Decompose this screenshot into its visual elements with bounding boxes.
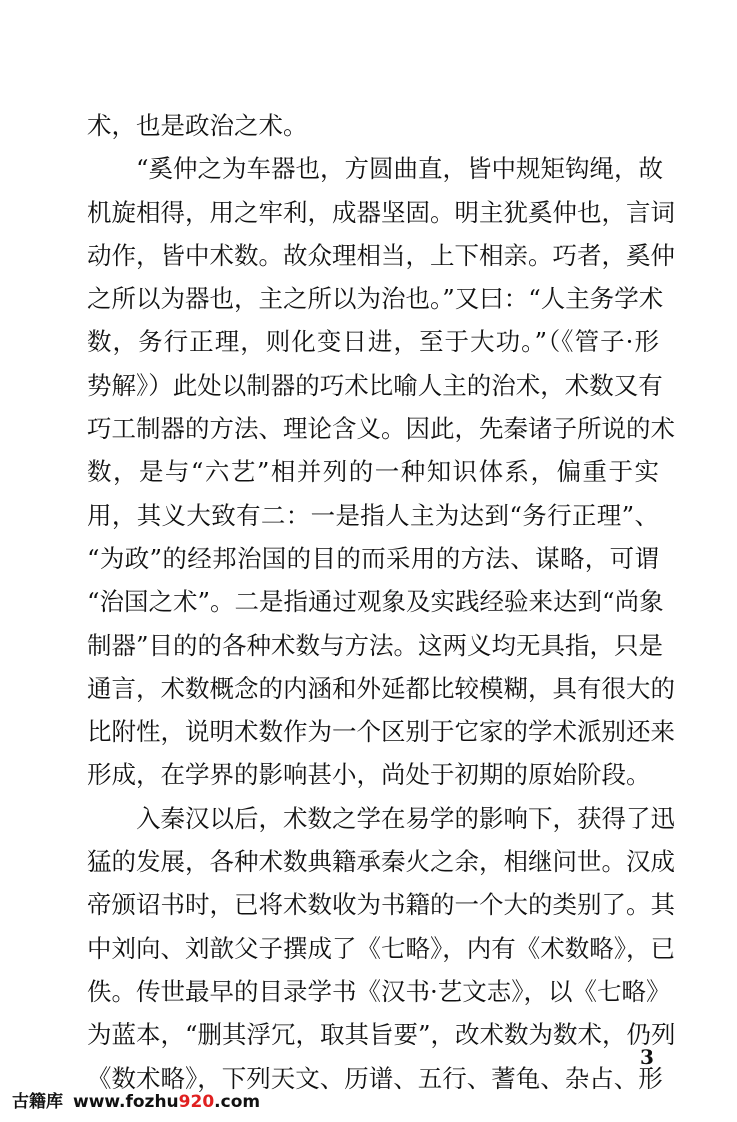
text-line-12: “治国之术”。二是指通过观象及实践经验来达到“尚象 xyxy=(87,587,664,617)
text-line-22: 为蓝本，“删其浮冗，取其旨要”，改术数为数术，仍列 xyxy=(87,1020,676,1050)
text-line-5: 之所以为器也，主之所以为治也。”又曰：“人主务学术 xyxy=(87,284,664,314)
watermark-site-prefix: www.fozhu xyxy=(73,1092,179,1112)
page-body xyxy=(87,104,676,1100)
text-line-2: “奚仲之为车器也，方圆曲直，皆中规矩钩绳，故 xyxy=(136,154,664,184)
page-number: 3 xyxy=(640,1045,654,1069)
watermark-site-accent: 920 xyxy=(178,1092,215,1112)
text-line-1: 术，也是政治之术。 xyxy=(87,111,308,140)
text-line-15: 比附性，说明术数作为一个区别于它家的学术派别还来 xyxy=(87,717,675,747)
text-line-9: 数，是与“六艺”相并列的一种知识体系，偏重于实 xyxy=(87,457,659,487)
text-line-17: 入秦汉以后，术数之学在易学的影响下，获得了迅 xyxy=(136,803,675,833)
text-line-16: 形成，在学界的影响甚小，尚处于初期的原始阶段。 xyxy=(87,760,651,790)
text-line-11: “为政”的经邦治国的目的而采用的方法、谋略，可谓 xyxy=(87,543,659,573)
site-watermark xyxy=(12,1091,260,1113)
text-line-3: 机旋相得，用之牢利，成器坚固。明主犹奚仲也，言词 xyxy=(87,197,675,227)
text-line-10: 用，其义大致有二：一是指人主为达到“务行正理”、 xyxy=(87,500,659,530)
text-line-8: 巧工制器的方法、理论含义。因此，先秦诸子所说的术 xyxy=(87,414,675,444)
text-line-23: 《数术略》，下列天文、历谱、五行、蓍龟、杂占、形 xyxy=(87,1063,663,1093)
text-line-19: 帝颁诏书时，已将术数收为书籍的一个大的类别了。其 xyxy=(87,890,675,920)
text-line-20: 中刘向、刘歆父子撰成了《七略》，内有《术数略》，已 xyxy=(87,933,675,963)
text-line-14: 通言，术数概念的内涵和外延都比较模糊，具有很大的 xyxy=(87,673,675,703)
text-line-13: 制器”目的的各种术数与方法。这两义均无具指，只是 xyxy=(87,630,664,660)
text-line-18: 猛的发展，各种术数典籍承秦火之余，相继问世。汉成 xyxy=(87,847,675,877)
text-line-4: 动作，皆中术数。故众理相当，上下相亲。巧者，奚仲 xyxy=(87,240,675,270)
watermark-name: 古籍库 xyxy=(12,1092,63,1112)
text-line-6: 数，务行正理，则化变日进，至于大功。”（《管子·形 xyxy=(87,327,659,357)
text-line-21: 佚。传世最早的目录学书《汉书·艺文志》，以《七略》 xyxy=(87,976,671,1006)
watermark-site-suffix: .com xyxy=(214,1092,261,1112)
text-line-7: 势解》）此处以制器的巧术比喻人主的治术，术数又有 xyxy=(87,370,663,400)
